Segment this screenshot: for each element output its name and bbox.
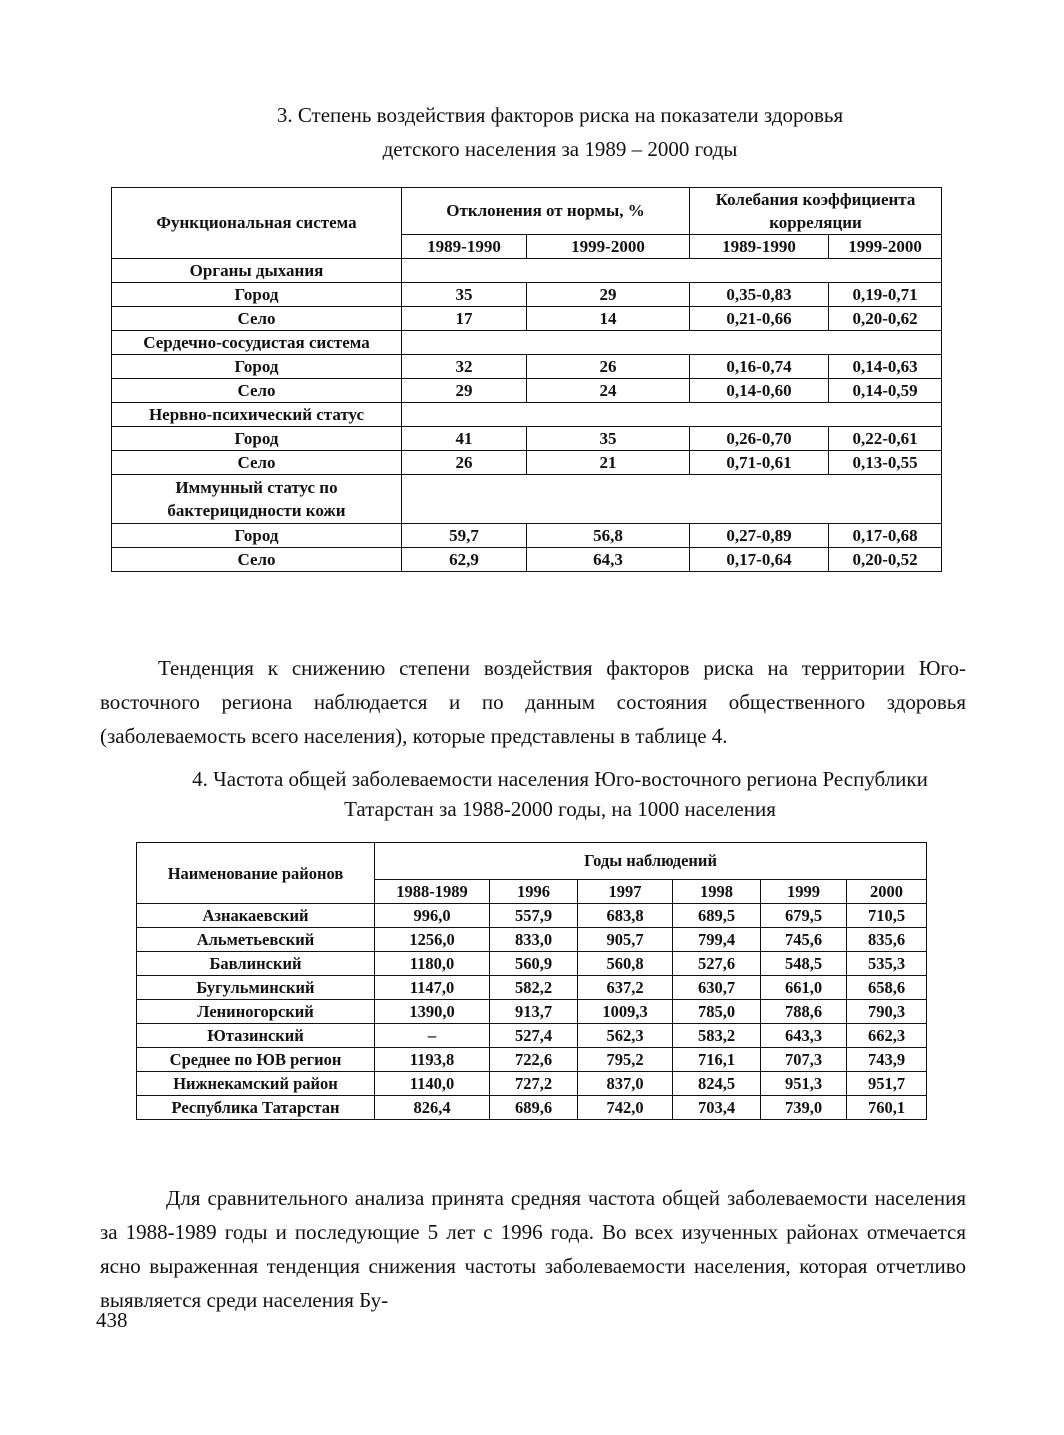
- table3-cell: 32: [402, 355, 527, 379]
- table4-cell: 560,9: [490, 952, 578, 976]
- table3-row-label: Город: [112, 524, 402, 548]
- table4-header-year: 2000: [847, 880, 927, 904]
- table4-cell: 679,5: [761, 904, 847, 928]
- table3-row: [112, 427, 942, 451]
- table4-header-year: 1988-1989: [375, 880, 490, 904]
- table4-cell: 951,7: [847, 1072, 927, 1096]
- table3-group-empty: [402, 259, 942, 283]
- table4-row: [137, 1072, 927, 1096]
- table4-cell: 833,0: [490, 928, 578, 952]
- table3-header-cor-period2: 1999-2000: [829, 235, 942, 259]
- table3-cell: 0,20-0,52: [829, 548, 942, 572]
- table3-group-row: [112, 331, 942, 355]
- table3-cell: 21: [527, 451, 690, 475]
- table4-cell: 689,5: [673, 904, 761, 928]
- table3-group-empty: [402, 331, 942, 355]
- table4-cell: 826,4: [375, 1096, 490, 1120]
- table4-cell: 1009,3: [578, 1000, 673, 1024]
- table3-header-dev-period1: 1989-1990: [402, 235, 527, 259]
- table3-group-empty: [402, 475, 942, 524]
- table4-cell: 557,9: [490, 904, 578, 928]
- table3-cell: 0,21-0,66: [690, 307, 829, 331]
- table3-cell: 0,35-0,83: [690, 283, 829, 307]
- table3-row-label: Город: [112, 283, 402, 307]
- table4-cell: 996,0: [375, 904, 490, 928]
- table4-cell: 739,0: [761, 1096, 847, 1120]
- table4-cell: 562,3: [578, 1024, 673, 1048]
- table3-row: [112, 451, 942, 475]
- table4-cell: 745,6: [761, 928, 847, 952]
- table4-district-name: Среднее по ЮВ регион: [137, 1048, 375, 1072]
- table4-cell: 1140,0: [375, 1072, 490, 1096]
- table3-cell: 26: [527, 355, 690, 379]
- table4-row: [137, 904, 927, 928]
- table4-cell: 583,2: [673, 1024, 761, 1048]
- page-number: 438: [96, 1308, 128, 1332]
- table3-cell: 0,16-0,74: [690, 355, 829, 379]
- table3-group-empty: [402, 403, 942, 427]
- table3-cell: 0,27-0,89: [690, 524, 829, 548]
- table4-header-year: 1997: [578, 880, 673, 904]
- table4-cell: 837,0: [578, 1072, 673, 1096]
- table3-row-label: Село: [112, 451, 402, 475]
- table3-cell: 29: [402, 379, 527, 403]
- table4-header-year: 1996: [490, 880, 578, 904]
- table4-cell: 722,6: [490, 1048, 578, 1072]
- table3-cell: 17: [402, 307, 527, 331]
- table3-row-label: Город: [112, 355, 402, 379]
- table4-row: [137, 928, 927, 952]
- table4-row: [137, 976, 927, 1000]
- table4-cell: 630,7: [673, 976, 761, 1000]
- table4-cell: 742,0: [578, 1096, 673, 1120]
- table3-row: [112, 379, 942, 403]
- table3-title-line1: 3. Степень воздействия факторов риска на показатели здоровья: [276, 103, 844, 127]
- table3-cell: 0,26-0,70: [690, 427, 829, 451]
- table3-row: [112, 548, 942, 572]
- table4-cell: 716,1: [673, 1048, 761, 1072]
- table3-title-line2: детского населения за 1989 – 2000 годы: [382, 137, 738, 161]
- table4-cell: 658,6: [847, 976, 927, 1000]
- table3-cell: 0,14-0,60: [690, 379, 829, 403]
- table4-row: [137, 1048, 927, 1072]
- table4-cell: 661,0: [761, 976, 847, 1000]
- table3-cell: 0,13-0,55: [829, 451, 942, 475]
- table3-group-name: Иммунный статус по бактерицидности кожи: [112, 475, 402, 524]
- paragraph-2: Для сравнительного анализа принята средняя частота общей заболеваемости населения за 1988-1989 годы и последующие 5 лет с 1996 года. Во всех изученных районах отмечается ясно выраженная тенденция снижения частоты заболеваемости населения, которая отчетливо выявляется среди населения Бу-: [100, 1186, 966, 1312]
- table4-header-years: Годы наблюдений: [375, 843, 927, 880]
- table3-cell: 35: [527, 427, 690, 451]
- table3-group-row: [112, 475, 942, 524]
- table3-group-row: [112, 259, 942, 283]
- table4-cell: 527,6: [673, 952, 761, 976]
- table4-cell: 535,3: [847, 952, 927, 976]
- paragraph-1: Тенденция к снижению степени воздействия факторов риска на территории Юго-восточного региона наблюдается и по данным состояния общественного здоровья (заболеваемость всего населения), которые представлены в таблице 4.: [100, 656, 966, 748]
- table4-district-name: Ютазинский: [137, 1024, 375, 1048]
- table3-row-label: Село: [112, 548, 402, 572]
- table4-row: [137, 952, 927, 976]
- table3-header-system: Функциональная система: [112, 188, 402, 259]
- table3-cell: 0,71-0,61: [690, 451, 829, 475]
- table3-cell: 0,20-0,62: [829, 307, 942, 331]
- table4-district-name: Бавлинский: [137, 952, 375, 976]
- table4-district-name: Нижнекамский район: [137, 1072, 375, 1096]
- table4-district-name: Азнакаевский: [137, 904, 375, 928]
- table3-cell: 59,7: [402, 524, 527, 548]
- table4-cell: 527,4: [490, 1024, 578, 1048]
- table4-cell: 790,3: [847, 1000, 927, 1024]
- table4-cell: 1180,0: [375, 952, 490, 976]
- table4-row: [137, 1000, 927, 1024]
- table3-group-row: [112, 403, 942, 427]
- table3-cell: 0,17-0,68: [829, 524, 942, 548]
- table4-cell: 689,6: [490, 1096, 578, 1120]
- table4-cell: 548,5: [761, 952, 847, 976]
- table3-header-cor-period1: 1989-1990: [690, 235, 829, 259]
- table4-cell: 703,4: [673, 1096, 761, 1120]
- table4-cell: 637,2: [578, 976, 673, 1000]
- table4-cell: 643,3: [761, 1024, 847, 1048]
- table3-group-name: Нервно-психический статус: [112, 403, 402, 427]
- table3-cell: 35: [402, 283, 527, 307]
- table4-title: 4. Частота общей заболеваемости населения Юго-восточного региона Республики Татарстан за 1988-2000 годы, на 1000 населения: [192, 767, 928, 821]
- table4-cell: 1193,8: [375, 1048, 490, 1072]
- table3-row: [112, 524, 942, 548]
- table3-group-name: Органы дыхания: [112, 259, 402, 283]
- table4-cell: 799,4: [673, 928, 761, 952]
- table4-cell: 662,3: [847, 1024, 927, 1048]
- table3-cell: 64,3: [527, 548, 690, 572]
- table4-row: [137, 1096, 927, 1120]
- table4-district-name: Республика Татарстан: [137, 1096, 375, 1120]
- table3-cell: 26: [402, 451, 527, 475]
- table4-header-district: Наименование районов: [137, 843, 375, 904]
- table3-row: [112, 283, 942, 307]
- table4-cell: 788,6: [761, 1000, 847, 1024]
- table4-cell: 1256,0: [375, 928, 490, 952]
- table3-cell: 62,9: [402, 548, 527, 572]
- table3-header-deviation: Отклонения от нормы, %: [402, 188, 690, 235]
- table4-cell: –: [375, 1024, 490, 1048]
- table3-row-label: Город: [112, 427, 402, 451]
- table4-cell: 835,6: [847, 928, 927, 952]
- table4-cell: 785,0: [673, 1000, 761, 1024]
- table4-cell: 905,7: [578, 928, 673, 952]
- table4-header-year: 1998: [673, 880, 761, 904]
- table4-cell: 727,2: [490, 1072, 578, 1096]
- table4-cell: 913,7: [490, 1000, 578, 1024]
- table4-cell: 683,8: [578, 904, 673, 928]
- table4-cell: 1390,0: [375, 1000, 490, 1024]
- table4-cell: 710,5: [847, 904, 927, 928]
- table4-cell: 1147,0: [375, 976, 490, 1000]
- table4-cell: 743,9: [847, 1048, 927, 1072]
- table3-cell: 24: [527, 379, 690, 403]
- table4-district-name: Лениногорский: [137, 1000, 375, 1024]
- table3-cell: 56,8: [527, 524, 690, 548]
- table4-cell: 824,5: [673, 1072, 761, 1096]
- table3-cell: 0,14-0,63: [829, 355, 942, 379]
- table3-row-label: Село: [112, 379, 402, 403]
- table3-cell: 0,14-0,59: [829, 379, 942, 403]
- table3-cell: 14: [527, 307, 690, 331]
- table4-cell: 951,3: [761, 1072, 847, 1096]
- table3-row: [112, 355, 942, 379]
- table4-cell: 795,2: [578, 1048, 673, 1072]
- table4-cell: 760,1: [847, 1096, 927, 1120]
- table3-risk-factors: [111, 187, 942, 572]
- table3-cell: 0,17-0,64: [690, 548, 829, 572]
- table4-morbidity: [136, 842, 927, 1120]
- table3-header-correlation: Колебания коэффициента корреляции: [690, 188, 942, 235]
- table4-cell: 582,2: [490, 976, 578, 1000]
- table4-district-name: Бугульминский: [137, 976, 375, 1000]
- table3-cell: 0,19-0,71: [829, 283, 942, 307]
- table4-cell: 707,3: [761, 1048, 847, 1072]
- table3-cell: 0,22-0,61: [829, 427, 942, 451]
- table3-row: [112, 307, 942, 331]
- table3-row-label: Село: [112, 307, 402, 331]
- table4-cell: 560,8: [578, 952, 673, 976]
- table3-title: [150, 98, 970, 166]
- table3-header-dev-period2: 1999-2000: [527, 235, 690, 259]
- table3-group-name: Сердечно-сосудистая система: [112, 331, 402, 355]
- table4-header-year: 1999: [761, 880, 847, 904]
- table3-cell: 29: [527, 283, 690, 307]
- table4-row: [137, 1024, 927, 1048]
- table3-cell: 41: [402, 427, 527, 451]
- table4-district-name: Альметьевский: [137, 928, 375, 952]
